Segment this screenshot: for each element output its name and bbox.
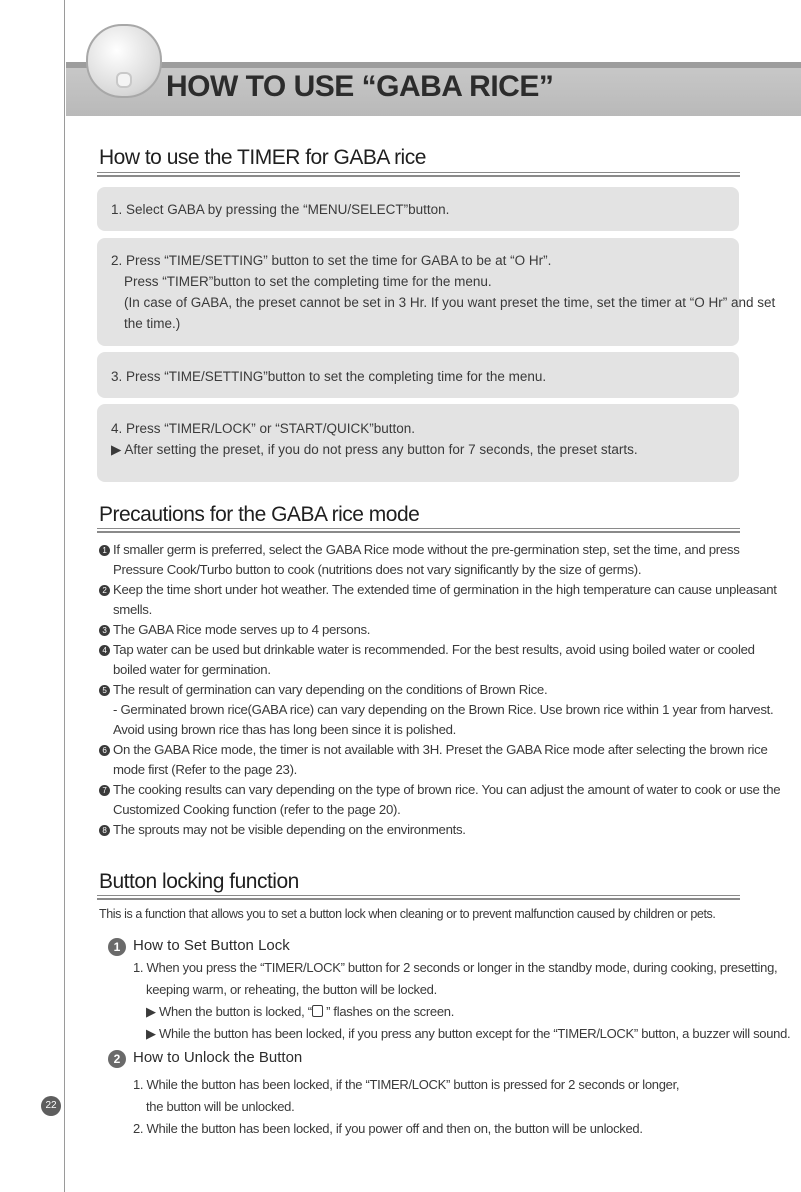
section-divider [97, 528, 740, 533]
lock-line-suffix: ” flashes on the screen. [322, 1004, 455, 1019]
precaution-text: On the GABA Rice mode, the timer is not available with 3H. Preset the GABA Rice mode after selecting the brown rice [113, 742, 768, 757]
lock-line: 1. While the button has been locked, if the “TIMER/LOCK” button is pressed for 2 seconds or longer, [133, 1077, 680, 1092]
precaution-text: mode first (Refer to the page 23). [113, 762, 298, 777]
step-box-1 [97, 187, 739, 231]
precaution-text: - Germinated brown rice(GABA rice) can vary depending on the Brown Rice. Use brown rice within 1 year from harvest. [113, 702, 774, 717]
precaution-line [99, 820, 744, 840]
precaution-line [99, 640, 755, 660]
lock-line: the button will be unlocked. [146, 1099, 295, 1114]
set-lock-number: 1 [108, 938, 126, 956]
precaution-line [99, 760, 744, 780]
precaution-text: smells. [113, 602, 152, 617]
step-line: Press “TIMER”button to set the completing time for the menu. [124, 274, 492, 289]
step-box-4 [97, 404, 739, 482]
lock-line: 2. While the button has been locked, if you power off and then on, the button will be unlocked. [133, 1121, 643, 1136]
number-bullet-icon: 3 [99, 625, 110, 636]
set-lock-steps [133, 957, 790, 1045]
precaution-line [99, 720, 744, 740]
number-bullet-icon: 7 [99, 785, 110, 796]
precaution-line [99, 780, 781, 800]
precaution-line [99, 620, 744, 640]
lock-section-title: Button locking function [99, 870, 299, 893]
section-divider [97, 172, 740, 177]
precaution-line [99, 560, 744, 580]
precaution-line [99, 680, 744, 700]
page-number: 22 [41, 1096, 61, 1116]
precaution-line [99, 600, 744, 620]
lock-line-text: ▶ When the button is locked, “ [146, 1004, 312, 1019]
step-line: 4. Press “TIMER/LOCK” or “START/QUICK”button. [111, 421, 416, 436]
step-line: the time.) [124, 316, 181, 331]
number-bullet-icon: 4 [99, 645, 110, 656]
lock-intro: This is a function that allows you to set a button lock when cleaning or to prevent malfunction caused by children or pets. [99, 907, 716, 921]
number-bullet-icon: 6 [99, 745, 110, 756]
precaution-text: boiled water for germination. [113, 662, 271, 677]
precaution-line [99, 540, 744, 560]
precautions-list [99, 540, 781, 840]
section-divider [97, 895, 740, 900]
precaution-line [99, 700, 774, 720]
number-bullet-icon: 2 [99, 585, 110, 596]
step-line: 1. Select GABA by pressing the “MENU/SELECT”button. [111, 202, 450, 217]
set-lock-title: How to Set Button Lock [133, 937, 290, 954]
step-line: 2. Press “TIME/SETTING” button to set the time for GABA to be at “O Hr”. [111, 253, 552, 268]
precautions-section-title: Precautions for the GABA rice mode [99, 503, 420, 526]
lock-line: ▶ While the button has been locked, if you press any button except for the “TIMER/LOCK” button, a buzzer will sound. [146, 1026, 791, 1041]
precaution-line [99, 800, 744, 820]
precaution-text: Pressure Cook/Turbo button to cook (nutritions does not vary significantly by the size of germs). [113, 562, 642, 577]
precaution-text: The result of germination can vary depending on the conditions of Brown Rice. [113, 682, 548, 697]
number-bullet-icon: 8 [99, 825, 110, 836]
lock-line: keeping warm, or reheating, the button will be locked. [146, 982, 437, 997]
lock-line-flash [133, 1001, 790, 1023]
precaution-line [99, 740, 768, 760]
precaution-text: The sprouts may not be visible depending on the environments. [113, 822, 466, 837]
precaution-text: The cooking results can vary depending on the type of brown rice. You can adjust the amount of water to cook or use the [113, 782, 781, 797]
lock-icon [312, 1005, 323, 1017]
precaution-text: Customized Cooking function (refer to the page 20). [113, 802, 401, 817]
unlock-steps [133, 1074, 679, 1140]
precaution-text: The GABA Rice mode serves up to 4 persons. [113, 622, 371, 637]
step-line: 3. Press “TIME/SETTING”button to set the completing time for the menu. [111, 369, 547, 384]
step-line: (In case of GABA, the preset cannot be set in 3 Hr. If you want preset the time, set the timer at “O Hr” and set [124, 295, 776, 310]
precaution-text: Tap water can be used but drinkable water is recommended. For the best results, avoid using boiled water or cooled [113, 642, 755, 657]
unlock-number: 2 [108, 1050, 126, 1068]
timer-section-title: How to use the TIMER for GABA rice [99, 146, 426, 169]
precaution-line [99, 580, 777, 600]
precaution-text: If smaller germ is preferred, select the GABA Rice mode without the pre-germination step, set the time, and press [113, 542, 740, 557]
precaution-text: Avoid using brown rice thas has long been since it is polished. [113, 722, 456, 737]
step-box-2 [97, 238, 776, 346]
rice-cooker-icon [86, 24, 162, 98]
step-line: ▶ After setting the preset, if you do not press any button for 7 seconds, the preset starts. [111, 442, 638, 457]
precaution-line [99, 660, 744, 680]
lock-line: 1. When you press the “TIMER/LOCK” button for 2 seconds or longer in the standby mode, during cooking, presetting, [133, 960, 778, 975]
number-bullet-icon: 1 [99, 545, 110, 556]
margin-line [64, 0, 65, 1192]
step-box-3 [97, 352, 739, 398]
page-title: HOW TO USE “GABA RICE” [166, 70, 554, 103]
unlock-title: How to Unlock the Button [133, 1049, 303, 1066]
number-bullet-icon: 5 [99, 685, 110, 696]
precaution-text: Keep the time short under hot weather. The extended time of germination in the high temperature can cause unpleasant [113, 582, 777, 597]
